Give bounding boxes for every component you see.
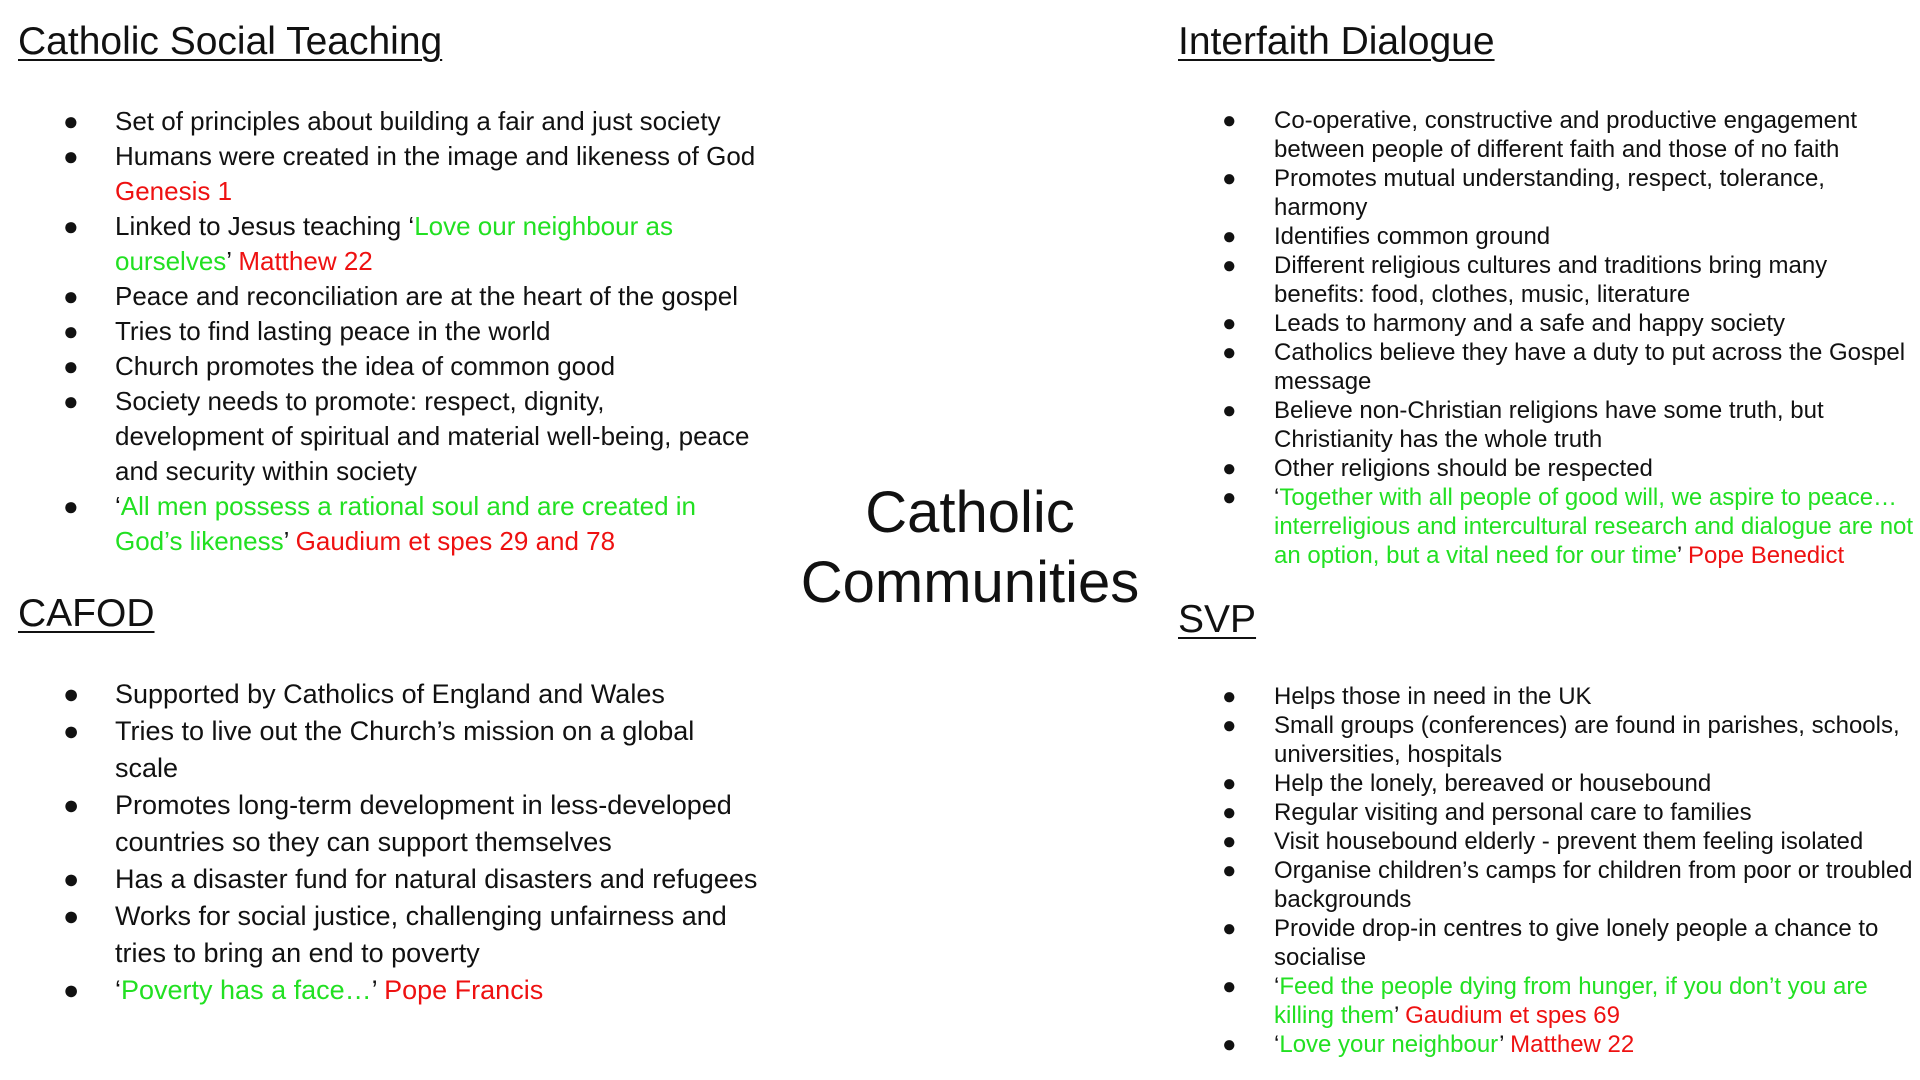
- item-text: Society needs to promote: respect, dignity, development of spiritual and material well-being, peace and security within society: [115, 386, 750, 486]
- bullet-icon: ●: [63, 211, 79, 241]
- list-item: [1222, 396, 1918, 454]
- list-item: [63, 676, 758, 713]
- list-item: [63, 787, 758, 861]
- quote-close: ’: [226, 246, 239, 276]
- bullet-icon: ●: [1222, 165, 1237, 192]
- item-text: Works for social justice, challenging unfairness and tries to bring an end to poverty: [115, 901, 727, 968]
- bullet-icon: ●: [1222, 484, 1237, 511]
- bullet-icon: ●: [1222, 223, 1237, 250]
- list-item: [1222, 338, 1918, 396]
- svp-list: [1222, 682, 1918, 1059]
- list-item: [63, 861, 758, 898]
- list-item: [1222, 483, 1918, 570]
- reference-text: Gaudium et spes 69: [1405, 1002, 1620, 1029]
- list-item: [1222, 309, 1918, 338]
- item-text: ‘: [115, 975, 121, 1005]
- cafod-heading: CAFOD: [18, 592, 155, 635]
- list-item: [63, 209, 758, 279]
- list-item: [1222, 798, 1918, 827]
- list-item: [1222, 222, 1918, 251]
- item-text: ‘: [1274, 973, 1280, 1000]
- quote-text: Poverty has a face…: [121, 975, 372, 1005]
- list-item: [1222, 769, 1918, 798]
- list-item: [63, 713, 758, 787]
- list-item: [63, 104, 758, 139]
- item-text: Tries to find lasting peace in the world: [115, 316, 551, 346]
- bullet-icon: ●: [63, 790, 80, 820]
- bullet-icon: ●: [1222, 397, 1237, 424]
- list-item: [1222, 164, 1918, 222]
- item-text: Promotes long-term development in less-developed countries so they can support themselves: [115, 790, 732, 857]
- center-title-line1: Catholic: [865, 480, 1075, 545]
- item-text: Set of principles about building a fair and just society: [115, 106, 721, 136]
- bullet-icon: ●: [1222, 107, 1237, 134]
- svp-section: [1178, 598, 1918, 1059]
- bullet-icon: ●: [63, 975, 80, 1005]
- quote-close: ’: [1394, 1002, 1406, 1029]
- item-text: Different religious cultures and traditions bring many benefits: food, clothes, music, literature: [1274, 252, 1828, 308]
- item-text: Other religions should be respected: [1274, 455, 1653, 482]
- item-text: Organise children’s camps for children from poor or troubled backgrounds: [1274, 857, 1913, 913]
- reference-text: Gaudium et spes 29 and 78: [295, 526, 616, 556]
- item-text: ‘: [1274, 1031, 1280, 1058]
- bullet-icon: ●: [63, 281, 79, 311]
- bullet-icon: ●: [63, 351, 79, 381]
- list-item: [63, 972, 758, 1009]
- bullet-icon: ●: [63, 901, 80, 931]
- quote-close: ’: [1676, 542, 1689, 569]
- list-item: [1222, 1030, 1918, 1059]
- reference-text: Genesis 1: [115, 176, 233, 206]
- center-title: [775, 478, 1165, 618]
- cafod-section: [18, 592, 758, 1009]
- item-text: Helps those in need in the UK: [1274, 683, 1592, 710]
- quote-text: Love our neighbour as ourselves: [115, 211, 673, 276]
- item-text: Believe non-Christian religions have some truth, but Christianity has the whole truth: [1274, 397, 1824, 453]
- item-text: Co-operative, constructive and productive engagement between people of different faith and those of no faith: [1274, 107, 1858, 163]
- bullet-icon: ●: [1222, 683, 1237, 710]
- item-text: Humans were created in the image and likeness of God: [115, 141, 756, 171]
- bullet-icon: ●: [63, 491, 79, 521]
- cafod-list: [63, 676, 758, 1009]
- bullet-icon: ●: [63, 316, 79, 346]
- list-item: [1222, 914, 1918, 972]
- list-item: [1222, 682, 1918, 711]
- item-text: ‘: [115, 491, 121, 521]
- item-text: Linked to Jesus teaching ‘: [115, 211, 415, 241]
- item-text: Peace and reconciliation are at the heart of the gospel: [115, 281, 738, 311]
- item-text: Provide drop-in centres to give lonely people a chance to socialise: [1274, 915, 1879, 971]
- item-text: Has a disaster fund for natural disasters and refugees: [115, 864, 758, 894]
- reference-text: Pope Francis: [384, 975, 544, 1005]
- item-text: Supported by Catholics of England and Wales: [115, 679, 665, 709]
- quote-text: Together with all people of good will, we aspire to peace… interreligious and intercultural research and dialogue are not an option, but a vital need for our time: [1274, 484, 1914, 569]
- list-item: [63, 279, 758, 314]
- item-text: Leads to harmony and a safe and happy society: [1274, 310, 1786, 337]
- svp-heading: SVP: [1178, 598, 1257, 641]
- bullet-icon: ●: [1222, 1031, 1237, 1058]
- bullet-icon: ●: [63, 679, 80, 709]
- list-item: [1222, 454, 1918, 483]
- list-item: [1222, 251, 1918, 309]
- interfaith-heading: Interfaith Dialogue: [1178, 20, 1495, 63]
- quote-text: Feed the people dying from hunger, if you don’t you are killing them: [1274, 973, 1868, 1029]
- cst-list: [63, 104, 758, 559]
- list-item: [63, 349, 758, 384]
- item-text: Identifies common ground: [1274, 223, 1551, 250]
- interfaith-list: [1222, 106, 1918, 570]
- cst-heading: Catholic Social Teaching: [18, 20, 443, 63]
- item-text: Regular visiting and personal care to families: [1274, 799, 1752, 826]
- item-text: Promotes mutual understanding, respect, tolerance, harmony: [1274, 165, 1825, 221]
- list-item: [1222, 106, 1918, 164]
- quote-close: ’: [283, 526, 296, 556]
- list-item: [1222, 827, 1918, 856]
- item-text: Tries to live out the Church’s mission on a global scale: [115, 716, 695, 783]
- reference-text: Matthew 22: [238, 246, 373, 276]
- catholic-social-teaching-section: [18, 20, 758, 559]
- quote-text: Love your neighbour: [1279, 1031, 1500, 1058]
- item-text: Small groups (conferences) are found in parishes, schools, universities, hospitals: [1274, 712, 1900, 768]
- item-text: Help the lonely, bereaved or housebound: [1274, 770, 1712, 797]
- bullet-icon: ●: [1222, 973, 1237, 1000]
- list-item: [1222, 972, 1918, 1030]
- bullet-icon: ●: [63, 716, 80, 746]
- reference-text: Pope Benedict: [1688, 542, 1845, 569]
- item-text: Visit housebound elderly - prevent them feeling isolated: [1274, 828, 1864, 855]
- bullet-icon: ●: [1222, 339, 1237, 366]
- list-item: [1222, 856, 1918, 914]
- quote-close: ’: [1499, 1031, 1511, 1058]
- bullet-icon: ●: [1222, 828, 1237, 855]
- reference-text: Matthew 22: [1510, 1031, 1635, 1058]
- bullet-icon: ●: [63, 106, 79, 136]
- list-item: [1222, 711, 1918, 769]
- bullet-icon: ●: [1222, 799, 1237, 826]
- bullet-icon: ●: [1222, 252, 1237, 279]
- bullet-icon: ●: [1222, 857, 1237, 884]
- bullet-icon: ●: [1222, 455, 1237, 482]
- list-item: [63, 384, 758, 489]
- list-item: [63, 489, 758, 559]
- bullet-icon: ●: [1222, 310, 1237, 337]
- bullet-icon: ●: [63, 386, 79, 416]
- list-item: [63, 139, 758, 209]
- list-item: [63, 314, 758, 349]
- quote-close: ’: [371, 975, 385, 1005]
- item-text: ‘: [1274, 484, 1280, 511]
- interfaith-dialogue-section: [1178, 20, 1918, 570]
- item-text: Church promotes the idea of common good: [115, 351, 616, 381]
- bullet-icon: ●: [63, 864, 80, 894]
- item-text: Catholics believe they have a duty to put across the Gospel message: [1274, 339, 1906, 395]
- bullet-icon: ●: [1222, 712, 1237, 739]
- bullet-icon: ●: [1222, 770, 1237, 797]
- bullet-icon: ●: [63, 141, 79, 171]
- bullet-icon: ●: [1222, 915, 1237, 942]
- list-item: [63, 898, 758, 972]
- quote-text: All men possess a rational soul and are created in God’s likeness: [115, 491, 696, 556]
- center-title-line2: Communities: [800, 550, 1140, 615]
